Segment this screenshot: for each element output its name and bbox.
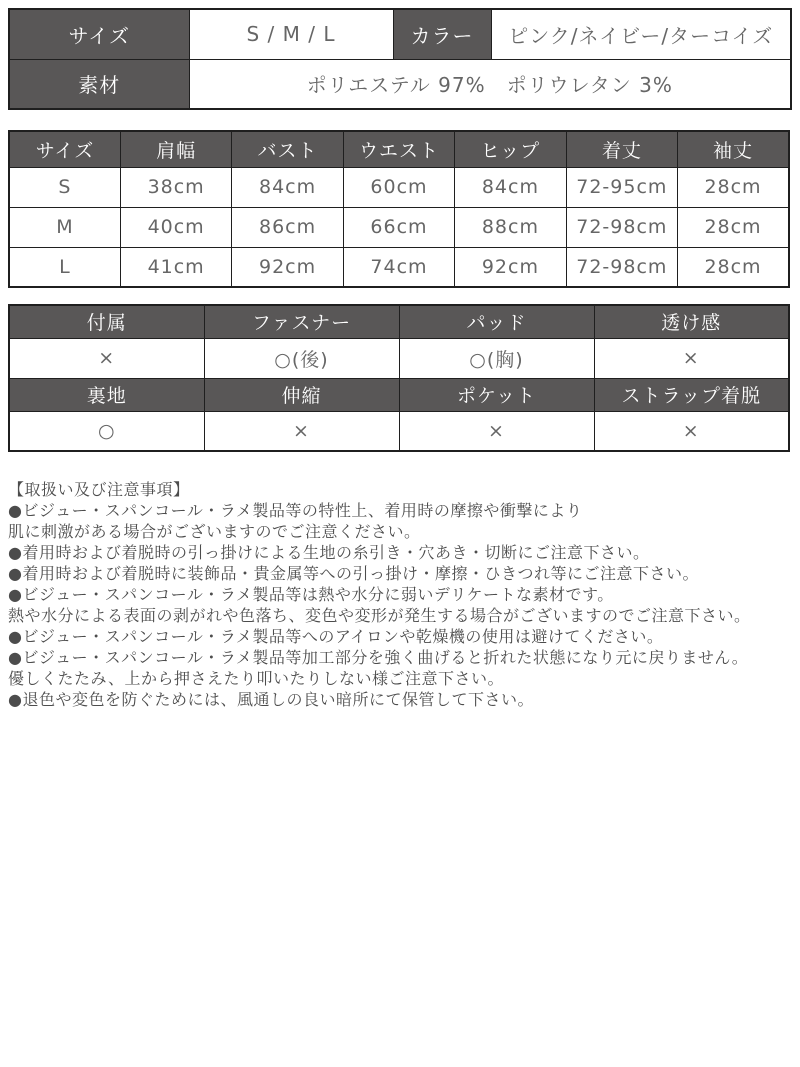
accessory-value: ×: [9, 338, 204, 378]
care-note-line: ●ビジュー・スパンコール・ラメ製品等へのアイロンや乾燥機の使用は避けてください。: [8, 627, 664, 646]
care-note-line: ●ビジュー・スパンコール・ラメ製品等加工部分を強く曲げると折れた状態になり元に戻りません。: [8, 648, 749, 667]
care-notes: [8, 479, 794, 710]
care-note-line: ●着用時および着脱時の引っ掛けによる生地の糸引き・穴あき・切断にご注意下さい。: [8, 543, 650, 562]
length-cell: 72-95cm: [566, 167, 677, 207]
pocket-header: ポケット: [399, 378, 594, 411]
length-cell: 72-98cm: [566, 247, 677, 287]
size-table-header-row: [9, 131, 789, 167]
hip-cell: 92cm: [455, 247, 566, 287]
size-row-s: [9, 167, 789, 207]
bust-cell: 84cm: [232, 167, 343, 207]
fastener-value: ○(後): [204, 338, 399, 378]
hip-col-header: ヒップ: [455, 131, 566, 167]
features-table: [8, 304, 790, 452]
pad-value: ○(胸): [399, 338, 594, 378]
shoulder-cell: 38cm: [120, 167, 231, 207]
stretch-header: 伸縮: [204, 378, 399, 411]
shoulder-col-header: 肩幅: [120, 131, 231, 167]
hip-cell: 88cm: [455, 207, 566, 247]
feature-value-row-2: [9, 411, 789, 451]
size-cell: S: [9, 167, 120, 207]
waist-col-header: ウエスト: [343, 131, 454, 167]
care-note-line: ●ビジュー・スパンコール・ラメ製品等は熱や水分に弱いデリケートな素材です。: [8, 585, 614, 604]
sheerness-header: 透け感: [594, 305, 789, 338]
shoulder-cell: 41cm: [120, 247, 231, 287]
care-note-line: 肌に刺激がある場合がございますのでご注意ください。: [8, 522, 421, 541]
size-measurements-table: [8, 130, 790, 288]
size-col-header: サイズ: [9, 131, 120, 167]
shoulder-cell: 40cm: [120, 207, 231, 247]
bust-col-header: バスト: [232, 131, 343, 167]
color-value-cell: ピンク/ネイビー/ターコイズ: [491, 9, 791, 59]
care-note-line: ●退色や変色を防ぐためには、風通しの良い暗所にて保管して下さい。: [8, 690, 534, 709]
sleeve-cell: 28cm: [678, 207, 789, 247]
feature-header-row-1: [9, 305, 789, 338]
material-value-cell: ポリエステル 97% ポリウレタン 3%: [189, 59, 791, 109]
material-label-cell: 素材: [9, 59, 189, 109]
strap-value: ×: [594, 411, 789, 451]
waist-cell: 74cm: [343, 247, 454, 287]
length-cell: 72-98cm: [566, 207, 677, 247]
stretch-value: ×: [204, 411, 399, 451]
waist-cell: 60cm: [343, 167, 454, 207]
feature-header-row-2: [9, 378, 789, 411]
pocket-value: ×: [399, 411, 594, 451]
care-notes-title: 【取扱い及び注意事項】: [8, 480, 190, 499]
care-note-line: 熱や水分による表面の剥がれや色落ち、変色や変形が発生する場合がございますのでご注意下さい。: [8, 606, 751, 625]
hip-cell: 84cm: [455, 167, 566, 207]
sleeve-col-header: 袖丈: [678, 131, 789, 167]
color-label-cell: カラー: [393, 9, 491, 59]
lining-value: ○: [9, 411, 204, 451]
size-cell: L: [9, 247, 120, 287]
fastener-header: ファスナー: [204, 305, 399, 338]
accessory-header: 付属: [9, 305, 204, 338]
feature-value-row-1: [9, 338, 789, 378]
sheerness-value: ×: [594, 338, 789, 378]
bust-cell: 92cm: [232, 247, 343, 287]
pad-header: パッド: [399, 305, 594, 338]
lining-header: 裏地: [9, 378, 204, 411]
waist-cell: 66cm: [343, 207, 454, 247]
bust-cell: 86cm: [232, 207, 343, 247]
spec-summary-table: [8, 8, 792, 110]
strap-header: ストラップ着脱: [594, 378, 789, 411]
length-col-header: 着丈: [566, 131, 677, 167]
care-note-line: 優しくたたみ、上から押さえたり叩いたりしない様ご注意下さい。: [8, 669, 504, 688]
size-row-l: [9, 247, 789, 287]
size-cell: M: [9, 207, 120, 247]
spec-size-color-row: [9, 9, 791, 59]
care-note-line: ●ビジュー・スパンコール・ラメ製品等の特性上、着用時の摩擦や衝撃により: [8, 501, 583, 520]
sleeve-cell: 28cm: [678, 247, 789, 287]
sleeve-cell: 28cm: [678, 167, 789, 207]
size-label-cell: サイズ: [9, 9, 189, 59]
spec-material-row: [9, 59, 791, 109]
size-row-m: [9, 207, 789, 247]
care-note-line: ●着用時および着脱時に装飾品・貴金属等への引っ掛け・摩擦・ひきつれ等にご注意下さい。: [8, 564, 699, 583]
size-value-cell: S / M / L: [189, 9, 393, 59]
